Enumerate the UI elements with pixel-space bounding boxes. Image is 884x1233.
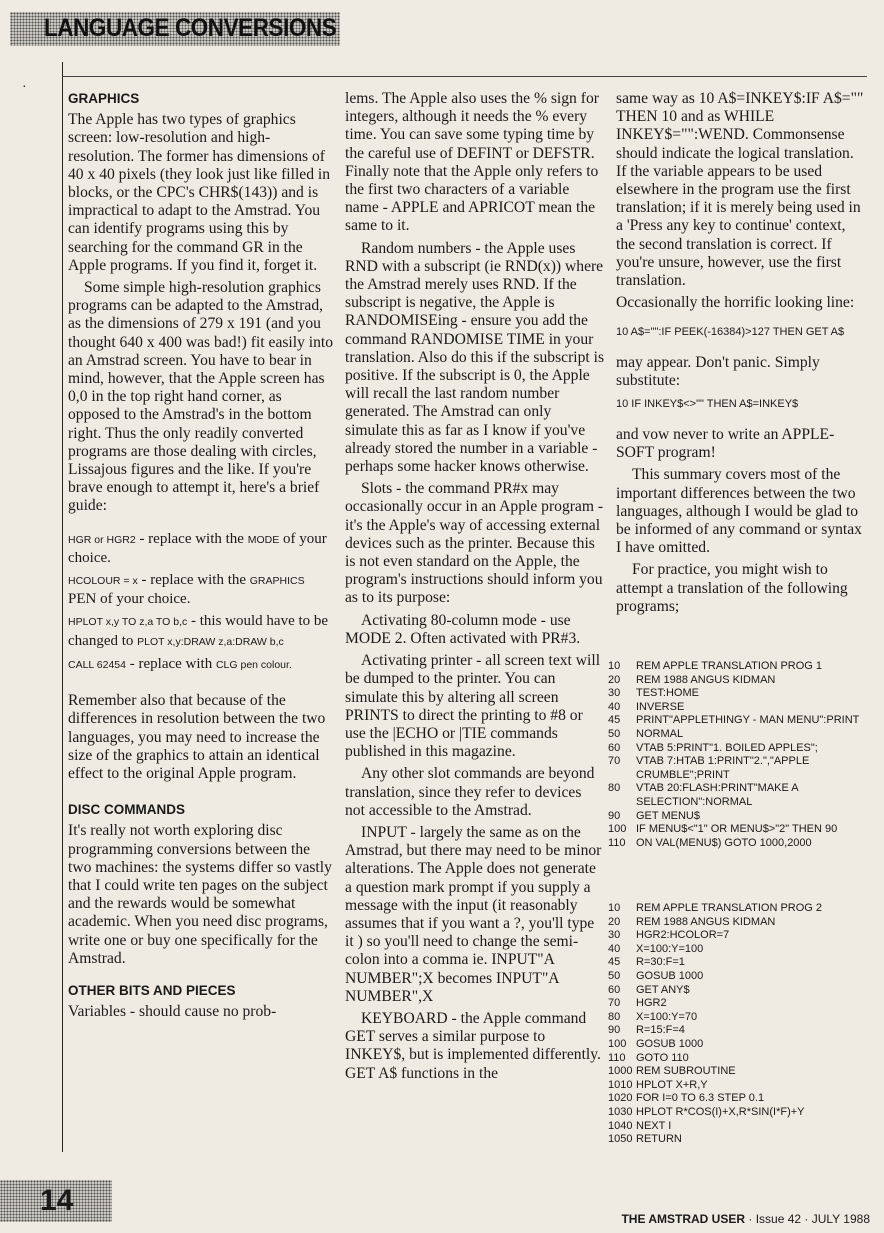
col2-paragraph-4: Activating 80-column mode - use MODE 2. Often activated with PR#3.	[345, 611, 581, 647]
line-code: VTAB 20:FLASH:PRINT"MAKE A SELECTION":NORMAL	[636, 782, 799, 808]
code-row	[608, 714, 866, 728]
code-row	[608, 674, 866, 688]
page-number: 14	[40, 1184, 74, 1217]
column-1	[68, 90, 336, 1025]
col2-paragraph-3: Slots - the command PR#x may occasionally occur in an Apple program - it's the Apple's way of accessing external devices such as the printer. Because this is not even standard on the Apple, the program's instructions should inform you as to its purpose:	[345, 480, 604, 607]
code-row	[608, 1133, 866, 1147]
line-number: 50	[608, 727, 621, 740]
line-code: GOSUB 1000	[636, 969, 704, 982]
line-number: 1040	[608, 1119, 633, 1132]
line-code: REM 1988 ANGUS KIDMAN	[636, 673, 776, 686]
other-paragraph: Variables - should cause no prob-	[68, 1003, 277, 1021]
line-number: 1010	[608, 1078, 633, 1091]
col3-paragraph-6: For practice, you might wish to attempt a translation of the following programs;	[616, 561, 848, 615]
graphics-paragraph-2: Some simple high-resolution graphics programs can be adapted to the Amstrad, as the dimensions of 279 x 191 (and you thought 640 x 400 was bad!) fit easily into an Amstrad screen. You have to bear in mind, however, that the Apple screen has 0,0 in the top right hand corner, as opposed to the Amstrad's in the bottom right. Thus the only readily converted programs are those dealing with circles, Lissajous figures and the like. If you're brave enough to attempt it, here's a brief guide:	[68, 279, 334, 515]
line-number: 1050	[608, 1133, 633, 1146]
code-row	[608, 984, 866, 998]
col3-paragraph-3: may appear. Don't panic. Simply substitute:	[616, 354, 820, 390]
line-number: 45	[608, 956, 621, 969]
line-number: 20	[608, 915, 621, 928]
graphics-heading: GRAPHICS	[68, 91, 140, 106]
code-row	[608, 1052, 866, 1066]
line-number: 90	[608, 1024, 621, 1037]
line-number: 50	[608, 969, 621, 982]
program-listing-2	[608, 902, 866, 1147]
code-row	[608, 837, 866, 851]
code-row	[608, 1024, 866, 1038]
col2-paragraph-7: INPUT - largely the same as on the Amstrad, but there may need to be minor alterations. The Apple does not generate a question mark prompt if you supply a message with the input (it reasonably assumes that if you want a ?, you'll type it ) so you'll need to change the semi-colon into a comma ie. INPUT"A NUMBER";X becomes INPUT"A NUMBER",X	[345, 823, 602, 1005]
code-row	[608, 956, 866, 970]
line-code: ON VAL(MENU$) GOTO 1000,2000	[636, 836, 812, 849]
line-code: VTAB 7:HTAB 1:PRINT"2.","APPLE CRUMBLE";PRINT	[636, 755, 810, 781]
publication-name: THE AMSTRAD USER	[621, 1212, 746, 1226]
program-listing-1	[608, 660, 866, 850]
col2-paragraph-1: lems. The Apple also uses the % sign for integers, although it needs the % every time. You can save some typing time by the careful use of DEFINT or DEFSTR. Finally note that the Apple only refers to the first two characters of a variable name - APPLE and APRICOT mean the same to it.	[345, 90, 599, 235]
code-row	[608, 728, 866, 742]
line-code: GET MENU$	[636, 809, 700, 822]
column-2	[345, 90, 605, 1087]
line-code: GOSUB 1000	[636, 1037, 704, 1050]
line-number: 30	[608, 687, 621, 700]
line-number: 30	[608, 929, 621, 942]
line-number: 60	[608, 983, 621, 996]
line-number: 1020	[608, 1092, 633, 1105]
line-code: REM SUBROUTINE	[636, 1065, 736, 1078]
code-row	[608, 1120, 866, 1134]
left-rule	[62, 62, 63, 1152]
line-code: GOTO 110	[636, 1051, 689, 1064]
masthead	[621, 1212, 870, 1226]
line-code: PRINT"APPLETHINGY - MAN MENU":PRINT	[636, 714, 860, 727]
col2-paragraph-6: Any other slot commands are beyond translation, since they refer to devices not accessible to the Amstrad.	[345, 765, 595, 819]
code-row	[608, 742, 866, 756]
code-row	[608, 1065, 866, 1079]
line-number: 110	[608, 836, 626, 849]
col2-paragraph-2: Random numbers - the Apple uses RND with a subscript (ie RND(x)) where the Amstrad merely uses RND. If the subscript is negative, the Apple is RANDOMISEing - ensure you add the command RANDOMISE TIME in your translation. Also do this if the subscript is positive. If the subscript is 0, the Apple will recall the last random number generated. The Amstrad can only simulate this as far as I know if you've already stored the number in a variable - perhaps some hacker knows otherwise.	[345, 239, 605, 476]
line-number: 10	[608, 902, 621, 914]
code-row	[608, 755, 866, 782]
guide-item: HPLOT x,y TO z,a TO b,c - this would have to be changed to PLOT x,y:DRAW z,a:DRAW b,c	[68, 613, 329, 649]
col2-paragraph-5: Activating printer - all screen text will be dumped to the printer. You can simulate this by altering all screen PRINTS to direct the printing to #8 or use the |ECHO or |TIE commands published in this magazine.	[345, 652, 601, 761]
line-code: NEXT I	[636, 1119, 672, 1132]
code-row	[608, 701, 866, 715]
line-number: 70	[608, 997, 621, 1010]
code-row	[608, 1038, 866, 1052]
col3-paragraph-1: same way as 10 A$=INKEY$:IF A$="" THEN 10 and as WHILE INKEY$="":WEND. Commonsense should indicate the logical translation. If the variable appears to be used elsewhere in the program use the first translation; if it is merely being used in a 'Press any key to continue' context, the second translation is correct. If you're unsure, however, use the first translation.	[616, 90, 864, 290]
other-heading: OTHER BITS AND PIECES	[68, 982, 236, 998]
line-code: REM 1988 ANGUS KIDMAN	[636, 915, 776, 928]
code-row	[608, 782, 866, 809]
column-3	[616, 90, 868, 620]
code-row	[608, 970, 866, 984]
line-number: 100	[608, 1037, 627, 1050]
issue-info: · Issue 42 · JULY 1988	[745, 1212, 870, 1226]
line-number: 100	[608, 823, 627, 836]
line-number: 40	[608, 942, 621, 955]
line-code: GET ANY$	[636, 983, 690, 996]
line-code: FOR I=0 TO 6.3 STEP 0.1	[636, 1092, 765, 1105]
line-code: HGR2:HCOLOR=7	[636, 929, 730, 942]
code-row	[608, 810, 866, 824]
line-number: 1030	[608, 1105, 633, 1118]
section-title: LANGUAGE CONVERSIONS	[44, 14, 337, 42]
line-code: NORMAL	[636, 727, 684, 740]
margin-mark: ·	[22, 80, 27, 95]
line-code: REM APPLE TRANSLATION PROG 2	[636, 902, 823, 914]
line-code: X=100:Y=100	[636, 942, 704, 955]
code-line-2: 10 IF INKEY$<>"" THEN A$=INKEY$	[616, 398, 799, 411]
guide-item: CALL 62454 - replace with CLG pen colour.	[68, 655, 292, 672]
code-row	[608, 943, 866, 957]
graphics-paragraph-3: Remember also that because of the differences in resolution between the two languages, you may need to increase the size of the graphics to attain an identical effect to the original Apple program.	[68, 692, 326, 782]
line-number: 20	[608, 673, 621, 686]
line-code: R=30:F=1	[636, 956, 685, 969]
code-row	[608, 1106, 866, 1120]
line-code: RETURN	[636, 1133, 682, 1146]
line-number: 60	[608, 741, 621, 754]
code-row	[608, 687, 866, 701]
line-number: 45	[608, 714, 621, 727]
code-row	[608, 1092, 866, 1106]
col2-paragraph-8: KEYBOARD - the Apple command GET serves a similar purpose to INKEY$, but is implemented differently. GET A$ functions in the	[345, 1009, 601, 1082]
top-rule	[62, 76, 867, 77]
line-code: HPLOT R*COS(I)+X,R*SIN(I*F)+Y	[636, 1105, 805, 1118]
line-code: REM APPLE TRANSLATION PROG 1	[636, 660, 823, 672]
line-code: HPLOT X+R,Y	[636, 1078, 708, 1091]
col3-paragraph-5: This summary covers most of the important differences between the two languages, although I would be glad to be informed of any command or syntax I have omitted.	[616, 466, 862, 557]
line-code: X=100:Y=70	[636, 1010, 698, 1023]
line-number: 70	[608, 755, 621, 768]
code-row	[608, 929, 866, 943]
line-code: HGR2	[636, 997, 667, 1010]
col3-paragraph-4: and vow never to write an APPLE-SOFT program!	[616, 426, 835, 462]
guide-item: HGR or HGR2 - replace with the MODE of your choice.	[68, 530, 327, 566]
code-row	[608, 902, 866, 916]
disc-heading: DISC COMMANDS	[68, 802, 185, 818]
code-row	[608, 823, 866, 837]
code-row	[608, 916, 866, 930]
code-line-1: 10 A$="":IF PEEK(-16384)>127 THEN GET A$	[616, 326, 845, 339]
line-code: VTAB 5:PRINT"1. BOILED APPLES";	[636, 741, 818, 754]
line-code: R=15:F=4	[636, 1024, 685, 1037]
line-number: 1000	[608, 1065, 633, 1078]
line-number: 110	[608, 1051, 626, 1064]
code-row	[608, 660, 866, 674]
line-number: 80	[608, 1010, 621, 1023]
line-number: 80	[608, 782, 621, 795]
disc-paragraph: It's really not worth exploring disc programming conversions between the two machines: the systems differ so vastly that I could write ten pages on the subject and the rewards would be somewhat academic. When you need disc programs, write one or buy one specifically for the Amstrad.	[68, 822, 332, 967]
code-row	[608, 1079, 866, 1093]
line-code: INVERSE	[636, 700, 685, 713]
line-code: TEST:HOME	[636, 687, 699, 700]
col3-paragraph-2: Occasionally the horrific looking line:	[616, 294, 855, 312]
line-number: 40	[608, 700, 621, 713]
guide-item: HCOLOUR = x - replace with the GRAPHICS PEN of your choice.	[68, 572, 305, 608]
graphics-paragraph-1: The Apple has two types of graphics screen: low-resolution and high-resolution. The former has dimensions of 40 x 40 pixels (they look just like filled in blocks, or the CPC's CHR$(143)) and is impractical to adapt to the Amstrad. You can identify programs using this by searching for the command GR in the Apple programs. If you find it, forget it.	[68, 111, 331, 274]
line-code: IF MENU$<"1" OR MENU$>"2" THEN 90	[636, 823, 838, 836]
line-number: 10	[608, 660, 621, 672]
code-row	[608, 1011, 866, 1025]
line-number: 90	[608, 809, 621, 822]
code-row	[608, 997, 866, 1011]
